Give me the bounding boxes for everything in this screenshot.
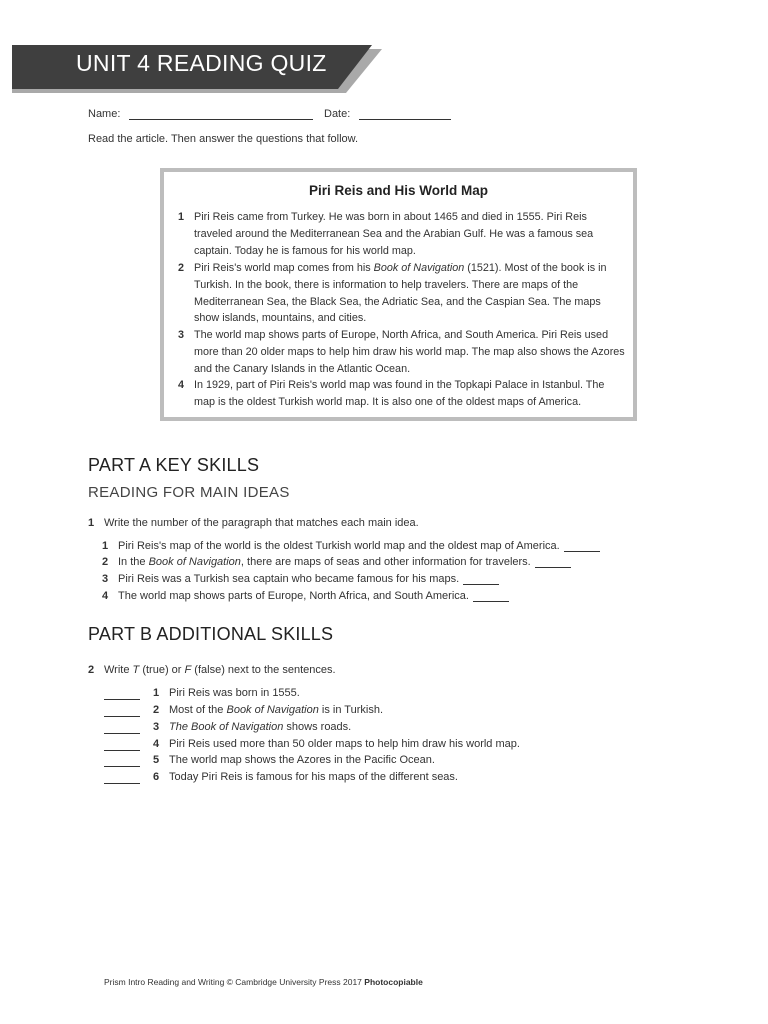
paragraph-number: 1 xyxy=(178,211,185,223)
paragraph-text: The world map shows parts of Europe, North Africa, and South America. Piri Reis used more than 20 older maps to help him draw his world map. The map also shows the Azores and the Canary Islands in the Atlantic Ocean. xyxy=(194,329,625,375)
true-false-blank[interactable] xyxy=(104,706,140,717)
footer-text: Prism Intro Reading and Writing © Cambridge University Press 2017 xyxy=(104,977,365,987)
paragraph-text: Piri Reis's world map comes from his Book of Navigation (1521). Most of the book is in Turkish. In the book, there is information to help travelers. There are maps of the Mediterranean Sea, the Black Sea, the Adriatic Sea, and the Caspian Sea. The maps show islands, mountains, and cities. xyxy=(194,262,607,325)
question-1 xyxy=(88,517,419,529)
instructions: Read the article. Then answer the questions that follow. xyxy=(88,133,359,145)
answer-blank[interactable] xyxy=(463,574,499,585)
true-false-blank[interactable] xyxy=(104,723,140,734)
paragraph-number: 2 xyxy=(178,262,185,274)
answer-blank[interactable] xyxy=(535,557,571,568)
paragraph-number: 3 xyxy=(178,329,185,341)
date-field[interactable] xyxy=(359,107,451,120)
main-idea-item: 2 In the Book of Navigation, there are maps of seas and other information for travelers. xyxy=(102,556,571,568)
footer xyxy=(104,977,423,987)
answer-blank[interactable] xyxy=(473,591,509,602)
question-text: Write the number of the paragraph that matches each main idea. xyxy=(104,517,419,529)
paragraph-text: Piri Reis came from Turkey. He was born in about 1465 and died in 1555. Piri Reis traveled around the Mediterranean Sea and the Arabian Gulf. He was a famous sea captain. Today he is famous for his world map. xyxy=(194,211,594,257)
date-label: Date: xyxy=(324,108,351,120)
question-number: 1 xyxy=(88,517,95,529)
true-false-item: 3 The Book of Navigation shows roads. xyxy=(153,721,352,733)
part-a-subheading: READING FOR MAIN IDEAS xyxy=(88,484,290,501)
question-number: 2 xyxy=(88,664,95,676)
true-false-blank[interactable] xyxy=(104,756,140,767)
part-a-heading: PART A KEY SKILLS xyxy=(88,455,260,475)
article-title: Piri Reis and His World Map xyxy=(308,183,489,198)
paragraph-number: 4 xyxy=(178,379,185,391)
date-row xyxy=(324,107,451,120)
article-box xyxy=(160,168,637,421)
page-title: UNIT 4 READING QUIZ xyxy=(76,50,327,76)
name-label: Name: xyxy=(88,108,121,120)
article-paragraph xyxy=(172,209,626,259)
part-b-heading: PART B ADDITIONAL SKILLS xyxy=(88,624,334,644)
true-false-item: 4 Piri Reis used more than 50 older maps to help him draw his world map. xyxy=(153,738,520,750)
article-paragraph xyxy=(172,327,626,377)
main-idea-item: 4 The world map shows parts of Europe, North Africa, and South America. xyxy=(102,590,509,602)
true-false-blank[interactable] xyxy=(104,740,140,751)
footer-photocopiable: Photocopiable xyxy=(364,977,423,987)
true-false-item: 1 Piri Reis was born in 1555. xyxy=(153,687,300,699)
name-field[interactable] xyxy=(129,107,313,120)
name-row xyxy=(88,107,313,120)
true-false-blank[interactable] xyxy=(104,689,140,700)
true-false-blank[interactable] xyxy=(104,773,140,784)
article-paragraph xyxy=(172,377,626,411)
paragraph-text: In 1929, part of Piri Reis's world map was found in the Topkapi Palace in Istanbul. The map is the oldest Turkish world map. It is also one of the oldest maps of America. xyxy=(194,379,605,408)
answer-blank[interactable] xyxy=(564,541,600,552)
main-idea-item: 3 Piri Reis was a Turkish sea captain who became famous for his maps. xyxy=(102,573,499,585)
true-false-item: 6 Today Piri Reis is famous for his maps of the different seas. xyxy=(153,771,458,783)
article-paragraph xyxy=(172,260,626,327)
true-false-item: 2 Most of the Book of Navigation is in Turkish. xyxy=(153,704,384,716)
true-false-item: 5 The world map shows the Azores in the Pacific Ocean. xyxy=(153,754,435,766)
question-2: 2 Write T (true) or F (false) next to the sentences. xyxy=(88,664,336,676)
main-idea-item: 1 Piri Reis's map of the world is the oldest Turkish world map and the oldest map of America. xyxy=(102,540,600,552)
